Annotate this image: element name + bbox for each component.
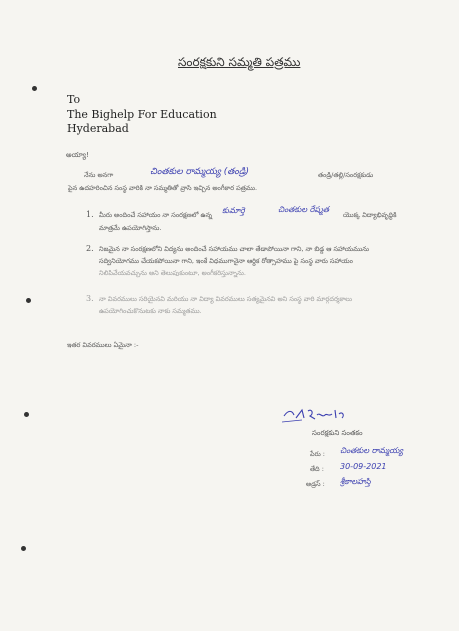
item2-line2: సద్వినియోగము చేయకపోయినా గాని, ఇంకే విధముగానైనా ఆర్థిక రోత్సాహము పై సంస్థ వారు సహాయం	[99, 257, 353, 265]
punch-hole-mark	[21, 546, 26, 551]
item2-number: 2.	[86, 244, 94, 253]
item1-relation-handwritten: కుమార్తె	[222, 206, 245, 215]
item2-line3: నిలిపివేయవచ్చును అని తెలుపుకుంటూ, అంగీకరిస్తున్నాను.	[99, 269, 246, 277]
item3-number: 3.	[86, 294, 94, 303]
item3-line2: ఉపయోగించుకొనుటకు నాకు సమ్మతము.	[99, 307, 202, 315]
address-to: To	[67, 93, 81, 106]
punch-hole-mark	[24, 412, 29, 417]
address-org: The Bighelp For Education	[67, 108, 217, 121]
signature-label: సంరక్షకుని సంతకం	[312, 429, 363, 437]
punch-hole-mark	[32, 86, 37, 91]
address-value-handwritten: శ్రీకాలహస్తి	[340, 477, 371, 486]
date-value-handwritten: 30-09-2021	[340, 462, 387, 471]
other-details-label: ఇతర వివరములు ఏమైనా :-	[67, 341, 139, 349]
item1-name-handwritten: చింతకుల రేష్మత	[278, 205, 329, 214]
guardian-signature	[282, 406, 348, 424]
date-label: తేది :	[310, 465, 324, 473]
document-title: సంరక్షకుని సమ్మతి పత్రము	[178, 55, 301, 69]
item1-prefix: మీరు అందించే సహాయం నా సంరక్షణలో ఉన్న	[99, 211, 213, 219]
intro-line2: పైన ఉదహరించిన సంస్థ వారికి నా సమ్మతితో వ్రాసి ఇచ్చిన అంగీకార పత్రము.	[68, 184, 258, 192]
address-city: Hyderabad	[67, 122, 129, 135]
name-label: పేరు :	[310, 450, 325, 458]
punch-hole-mark	[26, 298, 31, 303]
item1-line2: మాత్రమే ఉపయోగిస్తాను.	[99, 224, 162, 232]
intro-suffix: తండ్రి/తల్లి/సంరక్షకుడు	[318, 171, 374, 179]
item1-suffix: యొక్క విద్యాభివృద్ధికి	[343, 211, 397, 219]
name-value-handwritten: చింతకుల రామ్మయ్య	[340, 446, 404, 455]
intro-prefix: నేను అనగా	[84, 171, 114, 179]
item3-line1: నా వివరములు సరియైనవి మరియు నా విద్యా వివరములు సత్యమైనవి అని సంస్థ వారి మార్గదర్శకాలు	[99, 295, 353, 303]
guardian-name-handwritten: చింతకుల రామ్మయ్య (తండ్రి)	[150, 167, 250, 177]
item1-number: 1.	[86, 210, 94, 219]
salutation: అయ్యా!	[66, 151, 89, 159]
address-label: అడ్రస్ :	[306, 480, 325, 488]
item2-line1: నిజమైన నా సంరక్షణలోని విద్యను అందించే సహాయము చాలా తేడాపోయినా గాని, నా బిడ్డ ఆ సహాయమును	[99, 245, 370, 253]
